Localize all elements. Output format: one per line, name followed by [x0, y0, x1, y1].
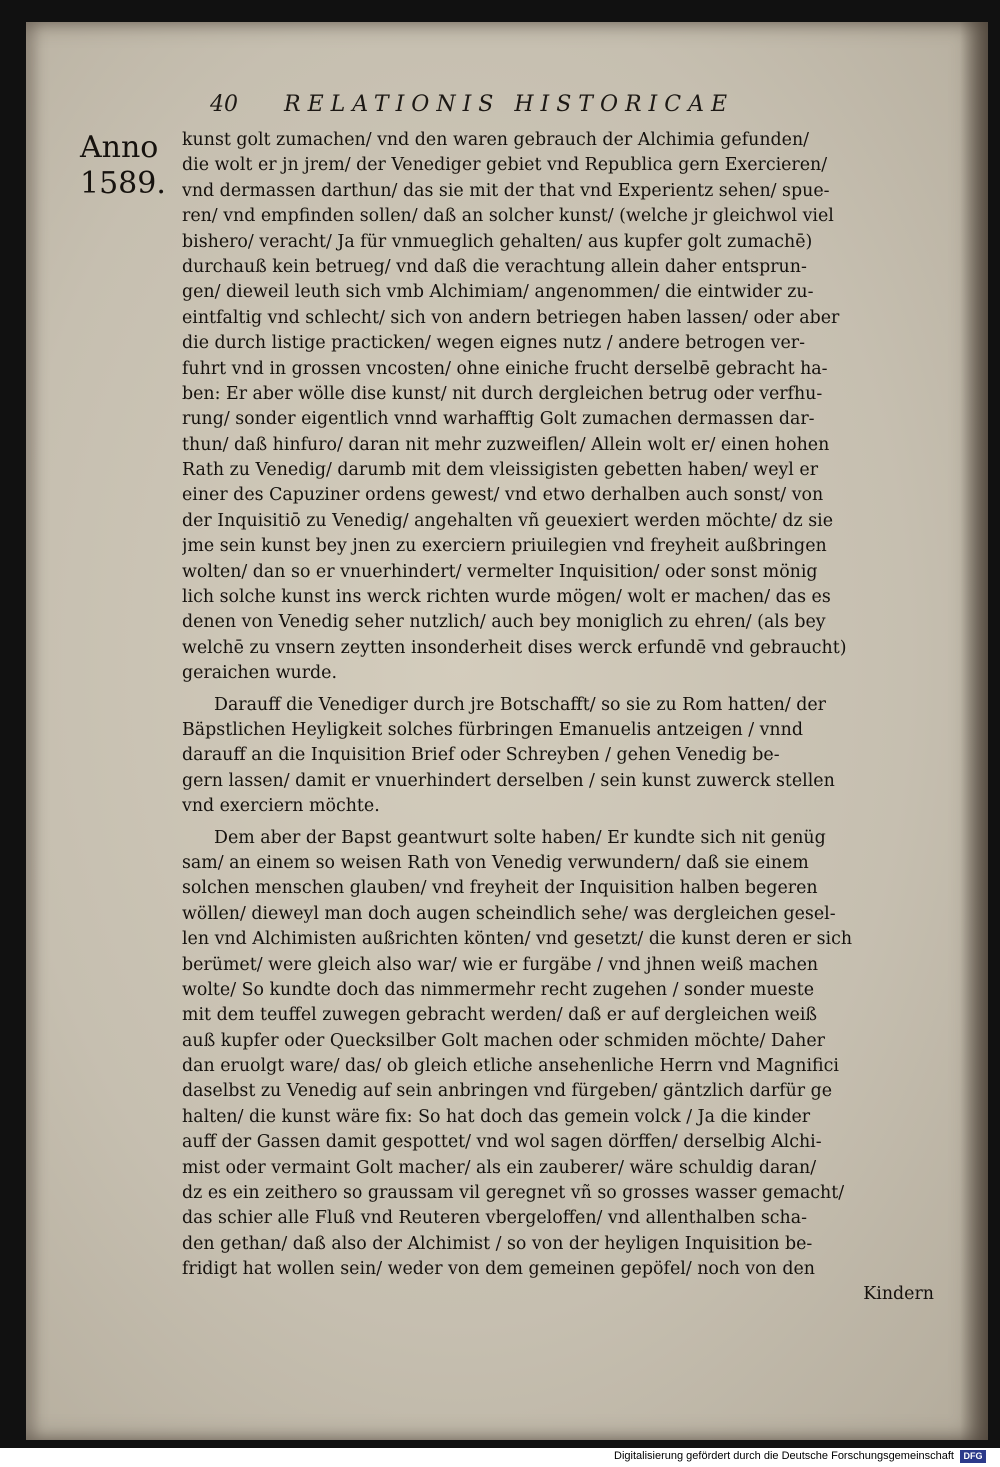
text-line: die durch listige practicken/ wegen eignes nutz / andere betrogen ver-	[182, 333, 805, 354]
text-line: jme sein kunst bey jnen zu exerciern priuilegien vnd freyheit außbringen	[182, 536, 827, 557]
text-line: gern lassen/ damit er vnuerhindert derselben / sein kunst zuwerck stellen	[182, 770, 835, 791]
page-number: 40	[210, 92, 238, 117]
text-line: eintfaltig vnd schlecht/ sich von andern betriegen haben lassen/ oder aber	[182, 307, 840, 328]
text-line: dan eruolgt ware/ das/ ob gleich etliche ansehenliche Herrn vnd Magnifici	[182, 1056, 839, 1077]
text-line: bishero/ veracht/ Ja für vnmueglich gehalten/ aus kupfer golt zumachē)	[182, 231, 813, 252]
text-line: welchē zu vnsern zeytten insonderheit dises werck erfundē vnd gebraucht)	[182, 637, 847, 658]
running-title: RELATIONIS HISTORICAE	[284, 92, 735, 117]
text-line: mist oder vermaint Golt macher/ als ein zauberer/ wäre schuldig daran/	[182, 1157, 817, 1178]
book-page	[26, 22, 988, 1440]
paragraph	[182, 826, 972, 1283]
text-line: ben: Er aber wölle dise kunst/ nit durch dergleichen betrug oder verfhu-	[182, 383, 823, 404]
text-line: solchen menschen glauben/ vnd freyheit der Inquisition halben begeren	[182, 878, 818, 899]
text-line: fuhrt vnd in grossen vncosten/ ohne einiche frucht derselbē gebracht ha-	[182, 358, 828, 379]
text-line: rung/ sonder eigentlich vnnd warhafftig Golt zumachen dermassen dar-	[182, 409, 815, 430]
running-head	[210, 92, 820, 117]
text-line: dz es ein zeithero so graussam vil geregnet vñ so grosses wasser gemacht/	[182, 1183, 845, 1204]
text-line: der Inquisitiō zu Venedig/ angehalten vñ geuexiert werden möchte/ dz sie	[182, 510, 834, 531]
text-line: Dem aber der Bapst geantwurt solte haben/ Er kundte sich nit genüg	[214, 827, 826, 848]
catchword: Kindern	[863, 1284, 934, 1304]
text-line: auff der Gassen damit gespottet/ vnd wol sagen dörffen/ derselbig Alchi-	[182, 1132, 822, 1153]
text-line: len vnd Alchimisten außrichten könten/ vnd gesetzt/ die kunst deren er sich	[182, 929, 853, 950]
text-line: den gethan/ daß also der Alchimist / so von der heyligen Inquisition be-	[182, 1233, 813, 1254]
text-line: wöllen/ dieweyl man doch augen scheindlich sehe/ was dergleichen gesel-	[182, 903, 836, 924]
text-line: darauff an die Inquisition Brief oder Schreyben / gehen Venedig be-	[182, 745, 780, 766]
text-line: geraichen wurde.	[182, 663, 337, 684]
text-line: Rath zu Venedig/ darumb mit dem vleissigisten gebetten haben/ weyl er	[182, 460, 819, 481]
text-line: gen/ dieweil leuth sich vmb Alchimiam/ angenommen/ die eintwider zu-	[182, 282, 814, 303]
paragraph	[182, 693, 972, 820]
text-line: kunst golt zumachen/ vnd den waren gebrauch der Alchimia gefunden/	[182, 130, 810, 150]
text-line: wolte/ So kundte doch das nimmermehr recht zugehen / sonder mueste	[182, 979, 815, 1000]
text-line: durchauß kein betrueg/ vnd daß die verachtung allein daher entsprun-	[182, 256, 807, 277]
margin-year-label: Anno	[80, 130, 159, 165]
text-line: mit dem teuffel zuwegen gebracht werden/ daß er auf dergleichen weiß	[182, 1005, 818, 1026]
text-line: sam/ an einem so weisen Rath von Venedig verwundern/ daß sie einem	[182, 852, 809, 873]
text-line: denen von Venedig seher nutzlich/ auch bey moniglich zu ehren/ (als bey	[182, 612, 826, 633]
text-line: lich solche kunst ins werck richten wurde mögen/ wolt er machen/ das es	[182, 587, 831, 608]
text-line: fridigt hat wollen sein/ weder von dem gemeinen gepöfel/ noch von den	[182, 1259, 815, 1280]
paragraph	[182, 128, 972, 687]
dfg-logo: DFG	[960, 1450, 986, 1463]
text-line: vnd dermassen darthun/ das sie mit der that vnd Experientz sehen/ spue-	[182, 180, 830, 201]
text-line: wolten/ dan so er vnuerhindert/ vermelter Inquisition/ oder sonst mönig	[182, 561, 818, 582]
text-line: berümet/ were gleich also war/ wie er furgäbe / vnd jhnen weiß machen	[182, 954, 819, 975]
text-line: auß kupfer oder Quecksilber Golt machen oder schmiden möchte/ Daher	[182, 1030, 825, 1051]
text-line: halten/ die kunst wäre fix: So hat doch das gemein volck / Ja die kinder	[182, 1106, 811, 1127]
text-line: ren/ vnd empfinden sollen/ daß an solcher kunst/ (welche jr gleichwol viel	[182, 206, 834, 227]
margin-year-note	[80, 130, 190, 202]
body-text	[182, 128, 972, 1289]
margin-year: 1589.	[80, 166, 166, 201]
text-line: das schier alle Fluß vnd Reuteren vbergeloffen/ vnd allenthalben scha-	[182, 1208, 807, 1229]
text-line: Bäpstlichen Heyligkeit solches fürbringen Emanuelis antzeigen / vnnd	[182, 719, 803, 740]
text-line: einer des Capuziner ordens gewest/ vnd etwo derhalben auch sonst/ von	[182, 485, 824, 506]
text-line: vnd exerciern möchte.	[182, 796, 380, 817]
text-line: die wolt er jn jrem/ der Venediger gebiet vnd Republica gern Exercieren/	[182, 155, 828, 176]
text-line: Darauff die Venediger durch jre Botschafft/ so sie zu Rom hatten/ der	[214, 694, 827, 715]
text-line: daselbst zu Venedig auf sein anbringen vnd fürgeben/ gäntzlich darfür ge	[182, 1081, 833, 1102]
text-line: thun/ daß hinfuro/ daran nit mehr zuzweiflen/ Allein wolt er/ einen hohen	[182, 434, 830, 455]
digitization-credit: Digitalisierung gefördert durch die Deutsche Forschungsgemeinschaft	[614, 1450, 954, 1462]
